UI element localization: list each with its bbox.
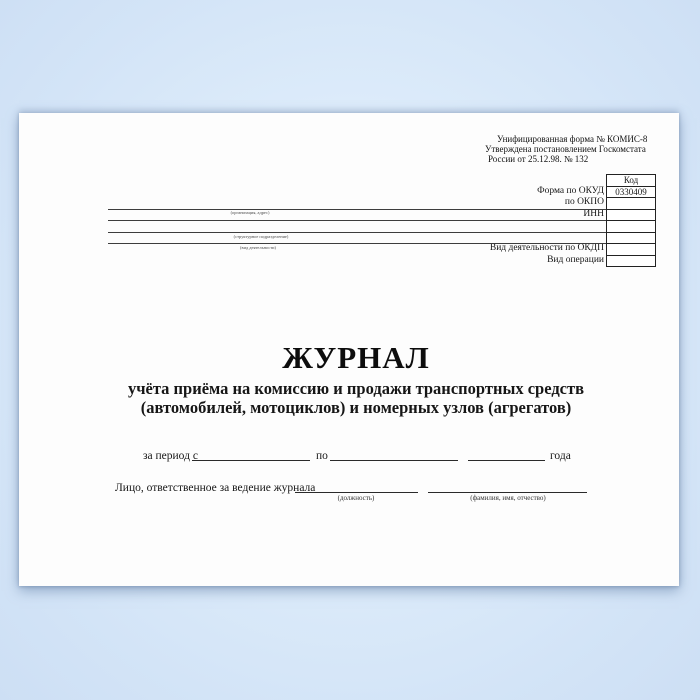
form-approval-note (485, 135, 679, 164)
field-label-okpo: по ОКПО (564, 197, 604, 207)
period-to-blank (330, 449, 458, 461)
responsible-label: Лицо, ответственное за ведение журнала (115, 482, 316, 494)
organization-caption: (организация, адрес) (230, 210, 270, 215)
activity-caption: (вид деятельности) (240, 245, 276, 250)
journal-subtitle-line-2: (автомобилей, мотоциклов) и номерных узлов (агрегатов) (140, 398, 572, 417)
document-page (19, 113, 679, 586)
responsible-name-blank (428, 481, 587, 493)
responsible-position-blank (295, 481, 418, 493)
approval-note-line: России от 25.12.98. № 132 (488, 153, 589, 164)
code-cell-okdp (607, 244, 655, 256)
code-table-header-cell: Код (607, 175, 655, 187)
period-prefix-label: за период с (143, 450, 198, 462)
code-cell-blank-1 (607, 221, 655, 233)
code-table (606, 174, 656, 267)
period-year-blank (468, 449, 545, 461)
period-to-label: по (316, 450, 328, 462)
field-label-okud: Форма по ОКУД (537, 185, 604, 196)
department-caption: (структурное подразделение) (233, 233, 289, 239)
field-label-okdp: Вид деятельности по ОКДП (489, 243, 604, 253)
department-blank-line (108, 232, 606, 233)
approval-note-line: Утверждена постановлением Госкомстата (485, 143, 646, 154)
organization-blank-line (108, 209, 606, 210)
responsible-name-caption: (фамилия, имя, отчество) (470, 494, 546, 502)
organization-blank-line-2 (108, 220, 606, 221)
field-label-inn: ИНН (583, 208, 604, 219)
period-year-label: года (550, 450, 571, 462)
code-cell-blank-2 (607, 233, 655, 245)
code-cell-inn (607, 210, 655, 222)
code-cell-operation (607, 256, 655, 267)
responsible-position-caption: (должность) (337, 494, 375, 502)
journal-subtitle-line-1: учёта приёма на комиссию и продажи транспортных средств (127, 379, 585, 398)
field-label-operation: Вид операции (547, 254, 604, 265)
code-cell-okud: 0330409 (607, 187, 655, 199)
activity-blank-line (108, 243, 606, 244)
code-cell-okpo (607, 198, 655, 210)
journal-title: ЖУРНАЛ (282, 340, 430, 375)
approval-note-line: Унифицированная форма № КОМИС-8 (497, 134, 648, 144)
period-from-blank (192, 449, 310, 461)
